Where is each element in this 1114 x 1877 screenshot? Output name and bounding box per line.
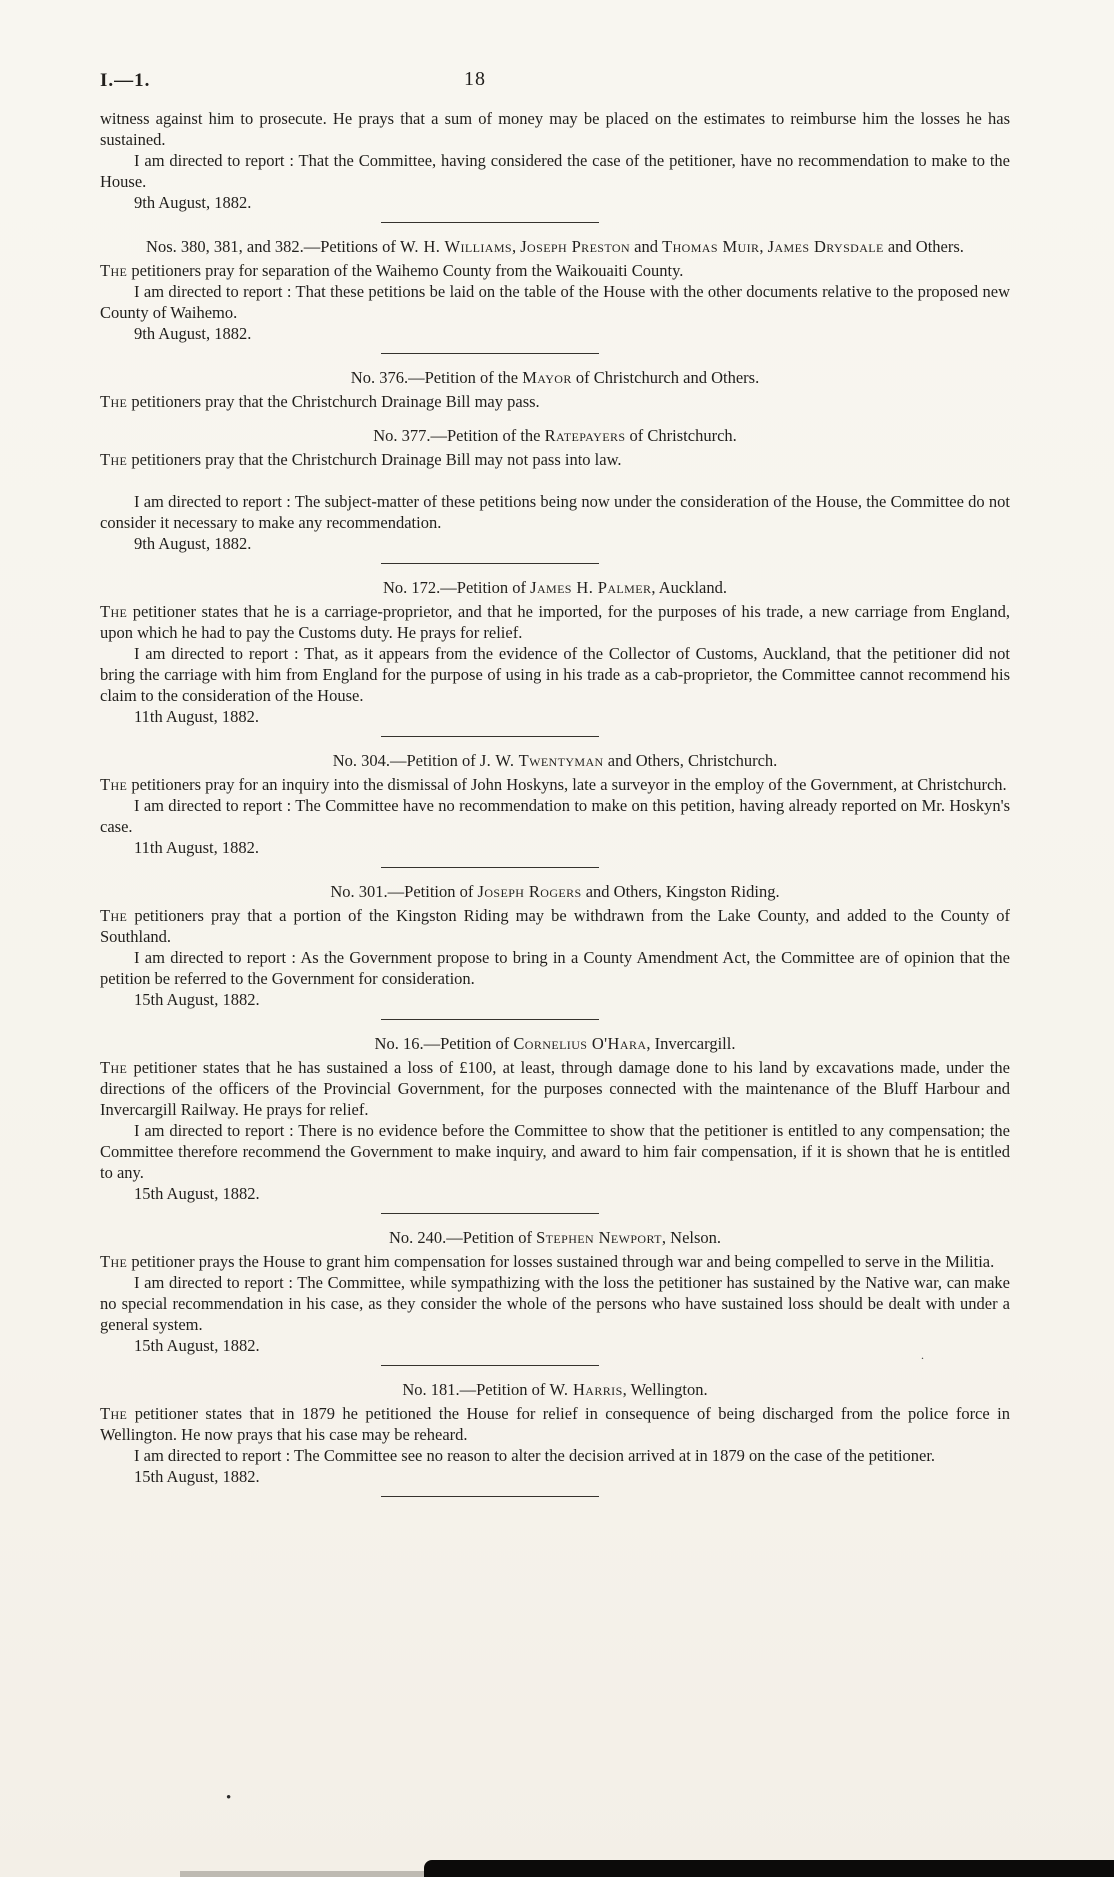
- small-caps-name: Joseph Preston: [520, 237, 631, 256]
- small-caps-name: The: [100, 775, 128, 794]
- date-line: 15th August, 1882.: [134, 1467, 260, 1486]
- report-paragraph: I am directed to report : The subject-matter of these petitions being now under the consideration of the House, the Committee do not consider it necessary to make any recommendation.: [100, 492, 1010, 532]
- scan-speck: .: [921, 1348, 924, 1362]
- report-paragraph: The petitioners pray that the Christchurch Drainage Bill may not pass into law.: [100, 450, 622, 469]
- petition-heading: No. 304.—Petition of J. W. Twentyman and Others, Christchurch.: [332, 751, 778, 770]
- scan-edge-shadow: [180, 1871, 424, 1877]
- small-caps-name: Cornelius O'Hara: [513, 1034, 647, 1053]
- section-divider-rule: [381, 1213, 599, 1214]
- date-line: 9th August, 1882.: [134, 324, 252, 343]
- report-paragraph: I am directed to report : There is no evidence before the Committee to show that the petitioner is entitled to any compensation; the Committee therefore recommend the Government to make inquiry, and award to him fair compensation, if it is shown that he is entitled to any.: [100, 1121, 1010, 1182]
- small-caps-name: W. Harris: [549, 1380, 623, 1399]
- page-number: 18: [464, 68, 486, 90]
- small-caps-name: Mayor: [522, 368, 572, 387]
- section-divider-rule: [381, 222, 599, 223]
- small-caps-name: The: [100, 392, 128, 411]
- petition-section: [100, 1227, 1010, 1356]
- small-caps-name: James Drysdale: [767, 237, 884, 256]
- report-paragraph: I am directed to report : That these petitions be laid on the table of the House with the other documents relative to the proposed new County of Waihemo.: [100, 282, 1010, 322]
- petition-heading: No. 377.—Petition of the Ratepayers of Christchurch.: [373, 426, 737, 445]
- section-divider-rule: [381, 736, 599, 737]
- petition-section: [100, 1033, 1010, 1204]
- small-caps-name: Stephen Newport: [536, 1228, 662, 1247]
- section-divider-rule: [381, 867, 599, 868]
- small-caps-name: W. H. Williams: [399, 237, 512, 256]
- date-line: 15th August, 1882.: [134, 1184, 260, 1203]
- report-paragraph: The petitioner prays the House to grant him compensation for losses sustained through war and being compelled to serve in the Militia.: [100, 1252, 995, 1271]
- scan-edge-bar: [424, 1860, 1114, 1877]
- report-paragraph: The petitioners pray for separation of the Waihemo County from the Waikouaiti County.: [100, 261, 684, 280]
- small-caps-name: J. W. Twentyman: [479, 751, 604, 770]
- report-paragraph: I am directed to report : That, as it appears from the evidence of the Collector of Customs, Auckland, that the petitioner did not bring the carriage with him from England for the purpose of using in his trade as a cab-proprietor, the Committee cannot recommend his claim to the consideration of the House.: [100, 644, 1010, 705]
- small-caps-name: The: [100, 602, 128, 621]
- petition-section: [100, 236, 1010, 344]
- report-paragraph: I am directed to report : The Committee see no reason to alter the decision arrived at in 1879 on the case of the petitioner.: [134, 1446, 936, 1465]
- small-caps-name: The: [100, 1252, 128, 1271]
- petition-heading: No. 16.—Petition of Cornelius O'Hara, Invercargill.: [374, 1034, 736, 1053]
- petition-heading: Nos. 380, 381, and 382.—Petitions of W. H. Williams, Joseph Preston and Thomas Muir, James Drysdale and Others.: [146, 237, 964, 256]
- petition-section: [100, 577, 1010, 727]
- report-paragraph: I am directed to report : As the Government propose to bring in a County Amendment Act, the Committee are of opinion that the petition be referred to the Government for consideration.: [100, 948, 1010, 988]
- small-caps-name: The: [100, 1404, 128, 1423]
- report-paragraph: The petitioners pray that a portion of the Kingston Riding may be withdrawn from the Lake County, and added to the County of Southland.: [100, 906, 1010, 946]
- date-line: 9th August, 1882.: [134, 193, 252, 212]
- paper-number: I.—1.: [100, 70, 151, 91]
- report-paragraph: I am directed to report : The Committee have no recommendation to make on this petition, having already reported on Mr. Hoskyn's case.: [100, 796, 1010, 836]
- report-sections: [100, 108, 1010, 1497]
- petition-heading: No. 181.—Petition of W. Harris, Wellington.: [402, 1380, 708, 1399]
- petition-section: [100, 108, 1010, 213]
- small-caps-name: The: [100, 450, 128, 469]
- date-line: 11th August, 1882.: [134, 707, 259, 726]
- page-header: [100, 68, 1010, 104]
- report-paragraph: The petitioner states that in 1879 he petitioned the House for relief in consequence of being discharged from the police force in Wellington. He now prays that his case may be reheard.: [100, 1404, 1010, 1444]
- section-divider-rule: [381, 353, 599, 354]
- small-caps-name: The: [100, 261, 128, 280]
- small-caps-name: Joseph Rogers: [477, 882, 582, 901]
- small-caps-name: James H. Palmer: [530, 578, 652, 597]
- petition-section: [100, 750, 1010, 858]
- section-divider-rule: [381, 1496, 599, 1497]
- section-divider-rule: [381, 1365, 599, 1366]
- report-paragraph: The petitioners pray that the Christchurch Drainage Bill may pass.: [100, 392, 540, 411]
- section-divider-rule: [381, 563, 599, 564]
- date-line: 15th August, 1882.: [134, 1336, 260, 1355]
- date-line: 15th August, 1882.: [134, 990, 260, 1009]
- section-divider-rule: [381, 1019, 599, 1020]
- small-caps-name: Ratepayers: [544, 426, 626, 445]
- report-paragraph: The petitioner states that he is a carriage-proprietor, and that he imported, for the purposes of his trade, a new carriage from England, upon which he had to pay the Customs duty. He prays for relief.: [100, 602, 1010, 642]
- report-paragraph: The petitioner states that he has sustained a loss of £100, at least, through damage done to his land by excavations made, under the directions of the officers of the Provincial Government, for the purposes connected with the maintenance of the Bluff Harbour and Invercargill Railway. He prays for relief.: [100, 1058, 1010, 1119]
- petition-heading: No. 240.—Petition of Stephen Newport, Nelson.: [388, 1228, 722, 1247]
- report-paragraph: The petitioners pray for an inquiry into the dismissal of John Hoskyns, late a surveyor in the employ of the Government, at Christchurch.: [100, 775, 1007, 794]
- small-caps-name: Thomas Muir: [662, 237, 760, 256]
- small-caps-name: The: [100, 1058, 128, 1077]
- date-line: 9th August, 1882.: [134, 534, 252, 553]
- report-paragraph: I am directed to report : That the Committee, having considered the case of the petitioner, have no recommendation to make to the House.: [100, 151, 1010, 191]
- small-caps-name: The: [100, 906, 128, 925]
- petition-heading: No. 172.—Petition of James H. Palmer, Auckland.: [383, 578, 727, 597]
- petition-section: [100, 881, 1010, 1010]
- report-paragraph: I am directed to report : The Committee, while sympathizing with the loss the petitioner has sustained by the Native war, can make no special recommendation in his case, as they consider the whole of the persons who have sustained loss should be dealt with under a general system.: [100, 1273, 1010, 1334]
- date-line: 11th August, 1882.: [134, 838, 259, 857]
- scan-dot: •: [226, 1790, 232, 1806]
- petition-section: [100, 1379, 1010, 1487]
- report-paragraph: witness against him to prosecute. He prays that a sum of money may be placed on the estimates to reimburse him the losses he has sustained.: [100, 109, 1010, 149]
- petition-section: [100, 367, 1010, 554]
- petition-heading: No. 376.—Petition of the Mayor of Christchurch and Others.: [350, 368, 760, 387]
- petition-heading: No. 301.—Petition of Joseph Rogers and Others, Kingston Riding.: [330, 882, 780, 901]
